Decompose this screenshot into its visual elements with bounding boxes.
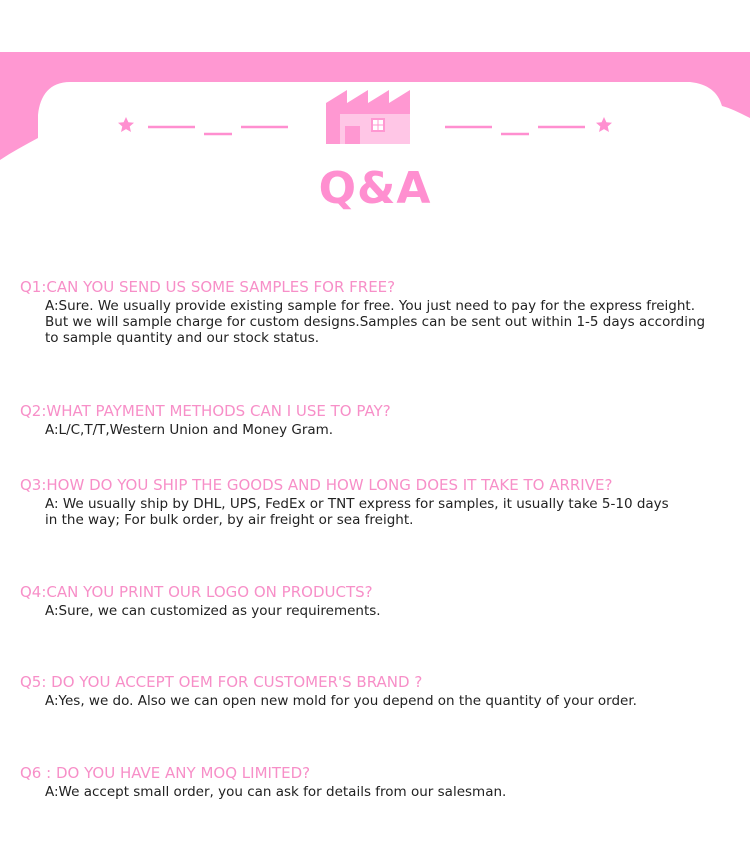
star-icon: [118, 117, 134, 132]
faq-item-1: [20, 279, 720, 346]
question-text: Q5: DO YOU ACCEPT OEM FOR CUSTOMER'S BRAND ?: [20, 673, 423, 691]
factory-icon: [326, 90, 410, 144]
question-text: Q2:WHAT PAYMENT METHODS CAN I USE TO PAY?: [20, 402, 391, 420]
answer-text: A:Yes, we do. Also we can open new mold for you depend on the quantity of your order.: [45, 693, 637, 709]
question-text: Q1:CAN YOU SEND US SOME SAMPLES FOR FREE?: [20, 278, 396, 296]
star-icon: [596, 117, 612, 132]
header-banner: [0, 0, 750, 260]
faq-item-3: [20, 477, 720, 528]
faq-item-5: [20, 674, 720, 709]
answer-text: A:Sure, we can customized as your requirements.: [45, 603, 381, 619]
page-title: Q&A: [318, 163, 432, 214]
right-divider: [445, 127, 585, 134]
answer-text: A:Sure. We usually provide existing sample for free. You just need to pay for the express freight. But we will sample charge for custom designs.Samples can be sent out within 1-5 days according to sample quantity and our stock status.: [45, 298, 706, 346]
question-text: Q6 : DO YOU HAVE ANY MOQ LIMITED?: [20, 764, 311, 782]
faq-item-2: [20, 403, 720, 438]
faq-item-6: [20, 765, 720, 800]
answer-text: A:L/C,T/T,Western Union and Money Gram.: [45, 422, 334, 438]
question-text: Q3:HOW DO YOU SHIP THE GOODS AND HOW LONG DOES IT TAKE TO ARRIVE?: [20, 476, 613, 494]
question-text: Q4:CAN YOU PRINT OUR LOGO ON PRODUCTS?: [20, 583, 373, 601]
faq-item-4: [20, 584, 720, 619]
answer-text: A:We accept small order, you can ask for details from our salesman.: [45, 784, 507, 800]
left-divider: [148, 127, 288, 134]
answer-text: A: We usually ship by DHL, UPS, FedEx or TNT express for samples, it usually take 5-10 days in the way; For bulk order, by air freight or sea freight.: [45, 496, 669, 528]
